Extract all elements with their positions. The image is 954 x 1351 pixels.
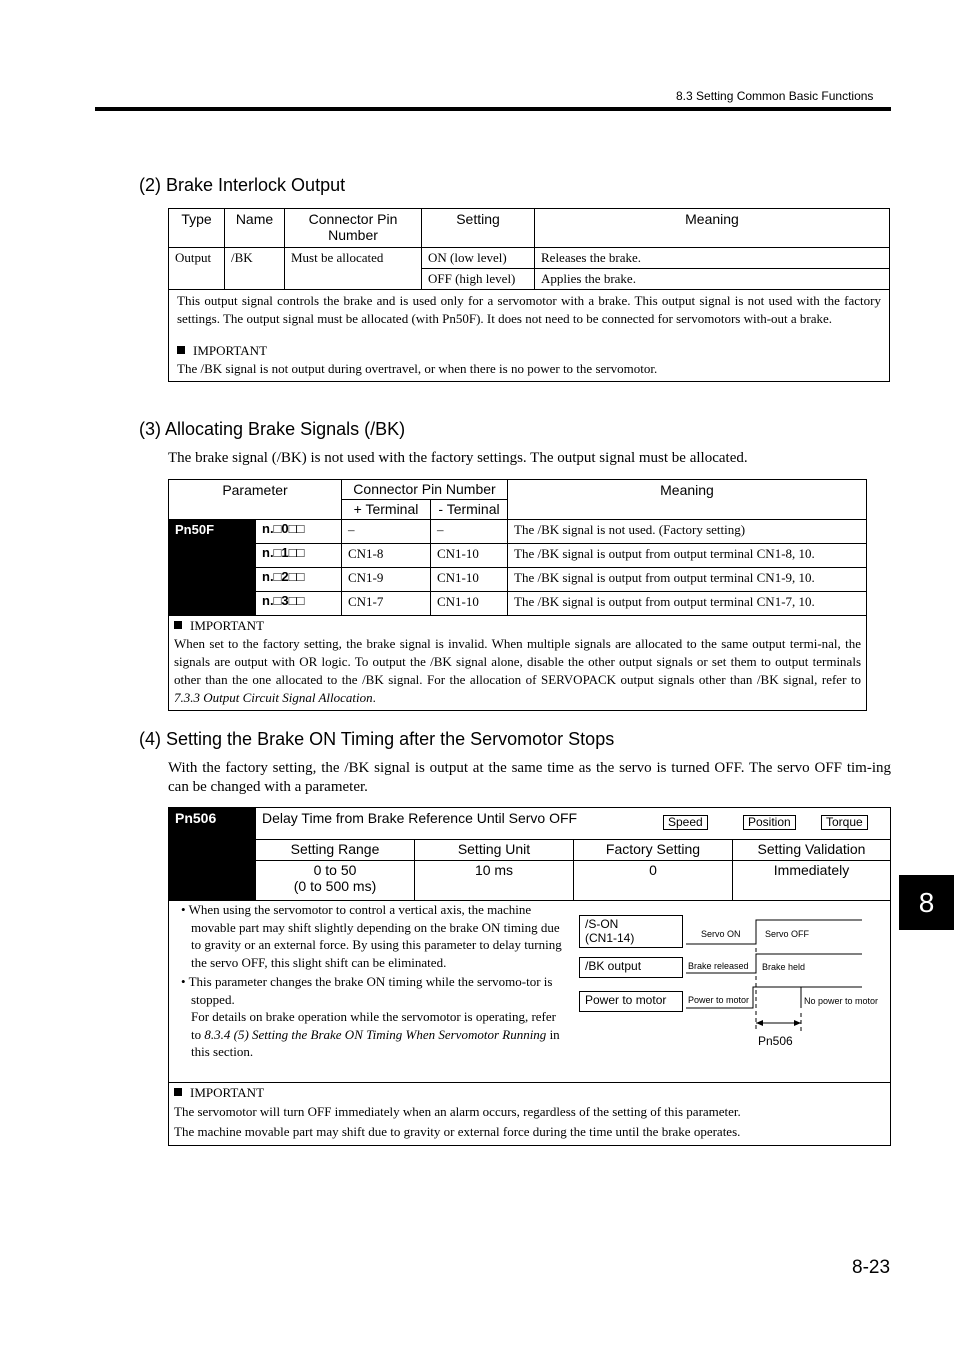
- important-body: When set to the factory setting, the brake signal is invalid. When multiple signals are allocated to the same output termi-nal, the signals are output with OR logic. To output the /BK signal alone, disable the other output signals or set them to output terminals other than the one allocated to the /BK signal. For the allocation of SERVOPACK output signals other than /BK signal, refer to: [174, 636, 861, 687]
- brake-held-label: Brake held: [762, 962, 806, 972]
- setting-meaning: The /BK signal is output from output terminal CN1-8, 10.: [508, 544, 867, 568]
- important-heading: [174, 617, 861, 635]
- plus-terminal: CN1-9: [342, 568, 431, 592]
- bullet-brake-on-timing: • This parameter changes the brake ON timing while the servomo-tor is stopped.: [181, 974, 553, 1007]
- col-meaning: Meaning: [535, 209, 890, 248]
- setting-value: n.□0□□: [256, 520, 342, 544]
- important-text: [174, 635, 861, 707]
- page-number: 8-23: [852, 1257, 891, 1278]
- setting-validation-value: Immediately: [733, 861, 891, 901]
- cell-meaning-on: Releases the brake.: [535, 248, 890, 269]
- bullet-2-text: This parameter changes the brake ON timing while the servomo-tor is stopped.: [188, 974, 553, 1007]
- chapter-tab: 8: [899, 875, 954, 930]
- minus-terminal: –: [431, 520, 508, 544]
- important-reference: 7.3.3 Output Circuit Signal Allocation: [174, 690, 373, 705]
- col-type: Type: [169, 209, 225, 248]
- plus-terminal: CN1-8: [342, 544, 431, 568]
- range-value: 0 to 50: [313, 862, 357, 878]
- col-meaning: Meaning: [508, 480, 867, 520]
- bullet-vertical-axis: • When using the servomotor to control a vertical axis, the machine movable part may shift slightly depending on the brake ON timing due to gravity or an external force. By using this parameter to delay turning the servo OFF, this slight shift can be eliminated.: [181, 902, 562, 970]
- important-label: IMPORTANT: [190, 618, 265, 633]
- bk-output-label: /BK output: [579, 957, 683, 978]
- section-4-intro: With the factory setting, the /BK signal is output at the same time as the servo is turned OFF. The servo OFF tim-ing can be changed with a parameter.: [168, 760, 891, 795]
- pn506-table: [168, 807, 891, 1146]
- square-bullet-icon: [177, 346, 185, 354]
- setting-meaning: The /BK signal is not used. (Factory setting): [508, 520, 867, 544]
- timing-diagram: [169, 901, 890, 1082]
- cell-meaning-off: Applies the brake.: [535, 269, 890, 290]
- bullet-1-text: When using the servomotor to control a vertical axis, the machine movable part may shift slightly depending on the brake ON timing due to gravity or an external force. By using this parameter to delay turning the servo OFF, this slight shift can be eliminated.: [188, 902, 562, 970]
- arrow-right-icon: [794, 1020, 801, 1026]
- setting-range-value: [256, 861, 415, 901]
- cell-pin: Must be allocated: [285, 248, 422, 290]
- mode-position: Position: [743, 815, 796, 830]
- col-parameter: Parameter: [169, 480, 342, 520]
- section-3-title: (3) Allocating Brake Signals (/BK): [139, 419, 406, 439]
- servo-off-label: Servo OFF: [765, 929, 810, 939]
- cell-setting-on: ON (low level): [422, 248, 535, 269]
- brake-output-notes: [169, 290, 890, 382]
- pn506-description: [169, 901, 891, 1083]
- section-3-intro: The brake signal (/BK) is not used with the factory settings. The output signal must be allocated.: [168, 450, 748, 466]
- bullet-2b-text: For details on brake operation while the servomotor is operating, refer to: [191, 1009, 556, 1042]
- mode-speed: Speed: [663, 815, 708, 830]
- col-setting-unit: Setting Unit: [415, 840, 574, 861]
- section-4-title: (4) Setting the Brake ON Timing after the Servomotor Stops: [139, 729, 615, 749]
- bullet-2-end: in this section.: [191, 1026, 560, 1059]
- minus-terminal: CN1-10: [431, 568, 508, 592]
- col-setting-range: Setting Range: [256, 840, 415, 861]
- param-title-cell: [256, 808, 891, 840]
- important-end: .: [372, 690, 376, 705]
- col-name: Name: [225, 209, 285, 248]
- arrow-left-icon: [756, 1020, 763, 1026]
- header-rule: [95, 107, 891, 111]
- running-header: 8.3 Setting Common Basic Functions: [676, 89, 874, 103]
- important-label: IMPORTANT: [190, 1085, 265, 1100]
- setting-meaning: The /BK signal is output from output terminal CN1-7, 10.: [508, 592, 867, 616]
- setting-value: n.□3□□: [256, 592, 342, 616]
- pn50f-table: [168, 479, 867, 711]
- cell-name: /BK: [225, 248, 285, 290]
- servo-on-label: Servo ON: [701, 929, 741, 939]
- setting-meaning: The /BK signal is output from output terminal CN1-9, 10.: [508, 568, 867, 592]
- factory-setting-value: 0: [574, 861, 733, 901]
- brake-released-label: Brake released: [688, 961, 749, 971]
- important-heading: [174, 1084, 885, 1102]
- setting-unit-value: 10 ms: [415, 861, 574, 901]
- pn506-label: Pn506: [758, 1034, 793, 1048]
- brake-output-description: This output signal controls the brake and is used only for a servomotor with a brake. This output signal is not used with the factory settings. The output signal must be allocated (with Pn50F). It does not need to be connected for servomotors with-out a brake.: [177, 293, 881, 326]
- no-power-label: No power to motor: [804, 996, 879, 1006]
- range-ms: (0 to 500 ms): [293, 878, 377, 894]
- important-shift-text: The machine movable part may shift due to gravity or external force during the time until the brake operates.: [174, 1124, 741, 1139]
- son-label: /S-ON: [585, 917, 619, 931]
- minus-terminal: CN1-10: [431, 592, 508, 616]
- col-setting-validation: Setting Validation: [733, 840, 891, 861]
- cell-type: Output: [169, 248, 225, 290]
- bullet-2-reference: 8.3.4 (5) Setting the Brake ON Timing When Servomotor Running: [204, 1026, 547, 1042]
- col-connector-pin: Connector Pin Number: [285, 209, 422, 248]
- param-title: Delay Time from Brake Reference Until Servo OFF: [262, 810, 578, 826]
- important-heading: [177, 342, 881, 360]
- important-text: The /BK signal is not output during overtravel, or when there is no power to the servomotor.: [177, 361, 658, 376]
- col-plus-terminal: + Terminal: [342, 500, 431, 520]
- power-on-label: Power to motor: [688, 995, 750, 1005]
- important-alarm-text: The servomotor will turn OFF immediately when an alarm occurs, regardless of the setting of this parameter.: [174, 1104, 741, 1119]
- pn506-important: [169, 1083, 891, 1146]
- pn50f-important: [169, 616, 867, 711]
- section-2-title: (2) Brake Interlock Output: [139, 175, 346, 195]
- setting-value: n.□2□□: [256, 568, 342, 592]
- cell-setting-off: OFF (high level): [422, 269, 535, 290]
- plus-terminal: CN1-7: [342, 592, 431, 616]
- important-label: IMPORTANT: [193, 343, 268, 358]
- mode-torque: Torque: [821, 815, 868, 830]
- power-to-motor-label: Power to motor: [579, 991, 683, 1012]
- col-minus-terminal: - Terminal: [431, 500, 508, 520]
- setting-value: n.□1□□: [256, 544, 342, 568]
- col-factory-setting: Factory Setting: [574, 840, 733, 861]
- son-pin: (CN1-14): [585, 931, 635, 945]
- brake-output-table: [168, 208, 890, 382]
- col-setting: Setting: [422, 209, 535, 248]
- minus-terminal: CN1-10: [431, 544, 508, 568]
- square-bullet-icon: [174, 1088, 182, 1096]
- plus-terminal: –: [342, 520, 431, 544]
- square-bullet-icon: [174, 621, 182, 629]
- col-connector-pin-number: Connector Pin Number: [342, 480, 508, 500]
- param-pn50f: Pn50F: [169, 520, 256, 616]
- param-pn506: Pn506: [169, 808, 256, 901]
